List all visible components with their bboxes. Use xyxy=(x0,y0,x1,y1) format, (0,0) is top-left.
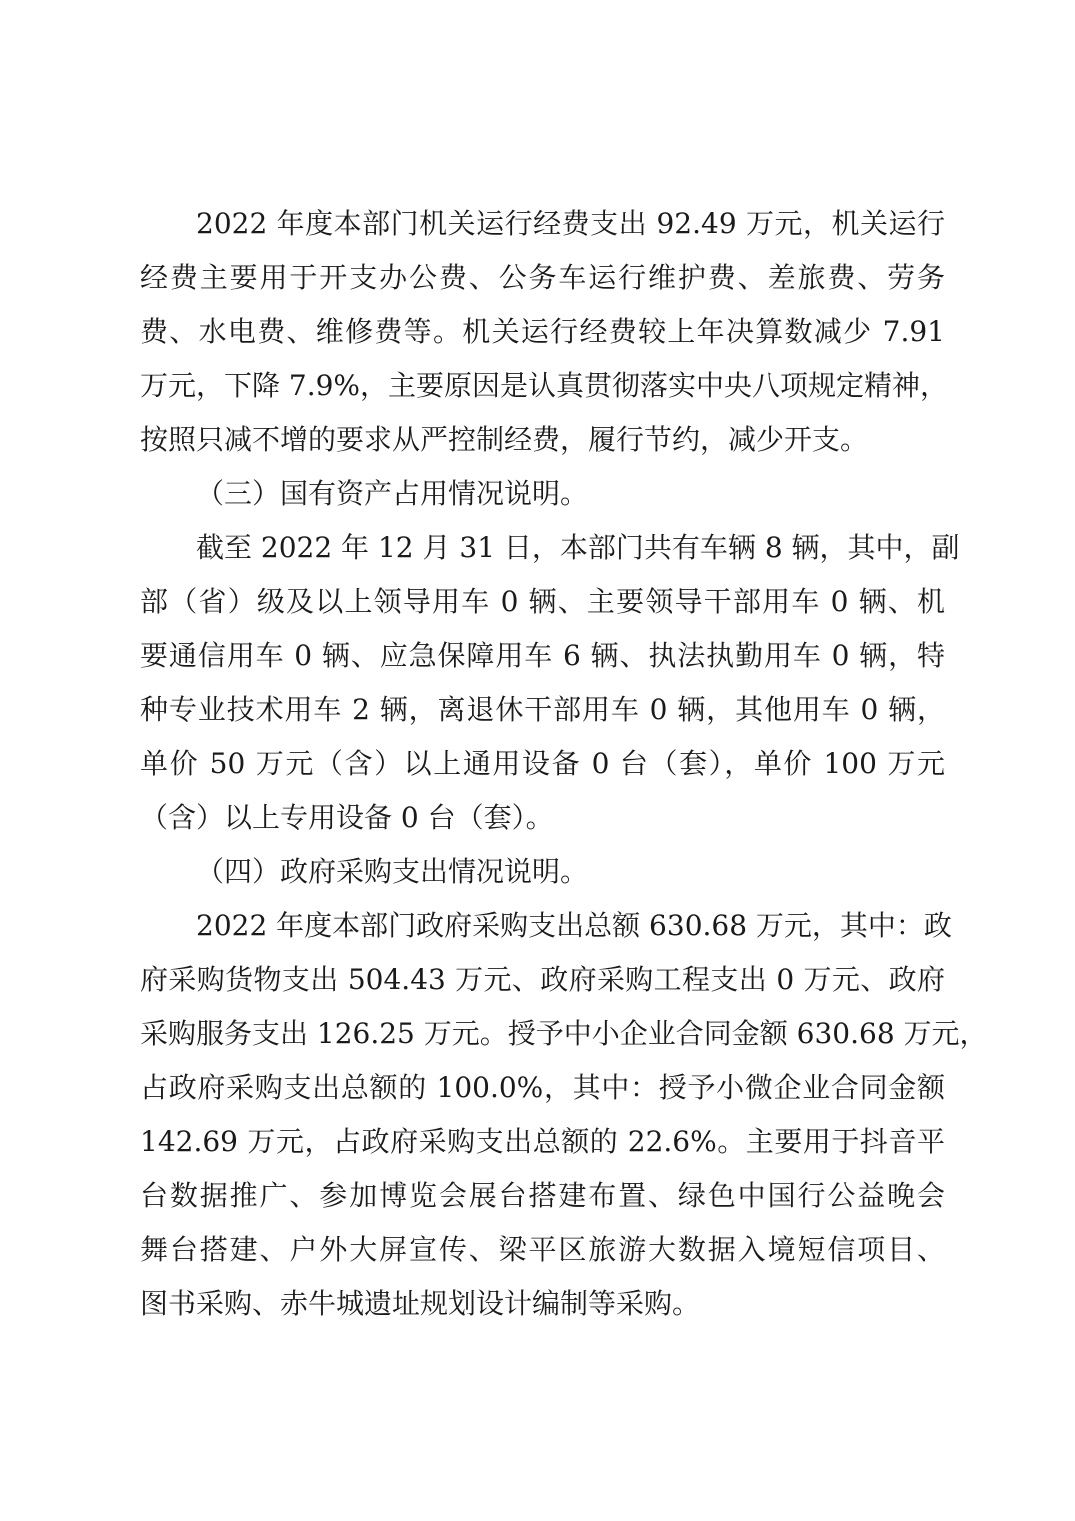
paragraph-procurement-line-3: 采购服务支出 126.25 万元。授予中小企业合同金额 630.68 万元， xyxy=(140,1017,988,1050)
paragraph-operating-expenses-line-5: 按照只减不增的要求从严控制经费，履行节约，减少开支。 xyxy=(140,423,869,456)
paragraph-procurement-line-7: 舞台搭建、户外大屏宣传、梁平区旅游大数据入境短信项目、 xyxy=(140,1233,945,1266)
paragraph-operating-expenses-line-1: 2022 年度本部门机关运行经费支出 92.49 万元，机关运行 xyxy=(196,207,945,240)
paragraph-operating-expenses-line-2: 经费主要用于开支办公费、公务车运行维护费、差旅费、劳务 xyxy=(140,261,945,294)
paragraph-assets-line-3: 要通信用车 0 辆、应急保障用车 6 辆、执法执勤用车 0 辆，特 xyxy=(140,639,945,672)
section-heading-state-assets: （三）国有资产占用情况说明。 xyxy=(196,477,589,510)
paragraph-procurement-line-5: 142.69 万元，占政府采购支出总额的 22.6%。主要用于抖音平 xyxy=(140,1125,945,1158)
paragraph-operating-expenses-line-4: 万元，下降 7.9%，主要原因是认真贯彻落实中央八项规定精神， xyxy=(140,369,949,402)
section-heading-government-procurement: （四）政府采购支出情况说明。 xyxy=(196,855,589,888)
paragraph-procurement-line-1: 2022 年度本部门政府采购支出总额 630.68 万元，其中：政 xyxy=(196,909,952,942)
paragraph-assets-line-4: 种专业技术用车 2 辆，离退休干部用车 0 辆，其他用车 0 辆， xyxy=(140,693,945,726)
paragraph-procurement-line-6: 台数据推广、参加博览会展台搭建布置、绿色中国行公益晚会 xyxy=(140,1179,945,1212)
paragraph-procurement-line-8: 图书采购、赤牛城遗址规划设计编制等采购。 xyxy=(140,1287,701,1320)
paragraph-assets-line-1: 截至 2022 年 12 月 31 日，本部门共有车辆 8 辆，其中，副 xyxy=(196,531,960,564)
paragraph-assets-line-6: （含）以上专用设备 0 台（套）。 xyxy=(140,801,554,834)
paragraph-procurement-line-2: 府采购货物支出 504.43 万元、政府采购工程支出 0 万元、政府 xyxy=(140,963,945,996)
paragraph-operating-expenses-line-3: 费、水电费、维修费等。机关运行经费较上年决算数减少 7.91 xyxy=(140,315,945,348)
paragraph-assets-line-5: 单价 50 万元（含）以上通用设备 0 台（套），单价 100 万元 xyxy=(140,747,945,780)
paragraph-procurement-line-4: 占政府采购支出总额的 100.0%，其中：授予小微企业合同金额 xyxy=(140,1071,945,1104)
paragraph-assets-line-2: 部（省）级及以上领导用车 0 辆、主要领导干部用车 0 辆、机 xyxy=(140,585,945,618)
